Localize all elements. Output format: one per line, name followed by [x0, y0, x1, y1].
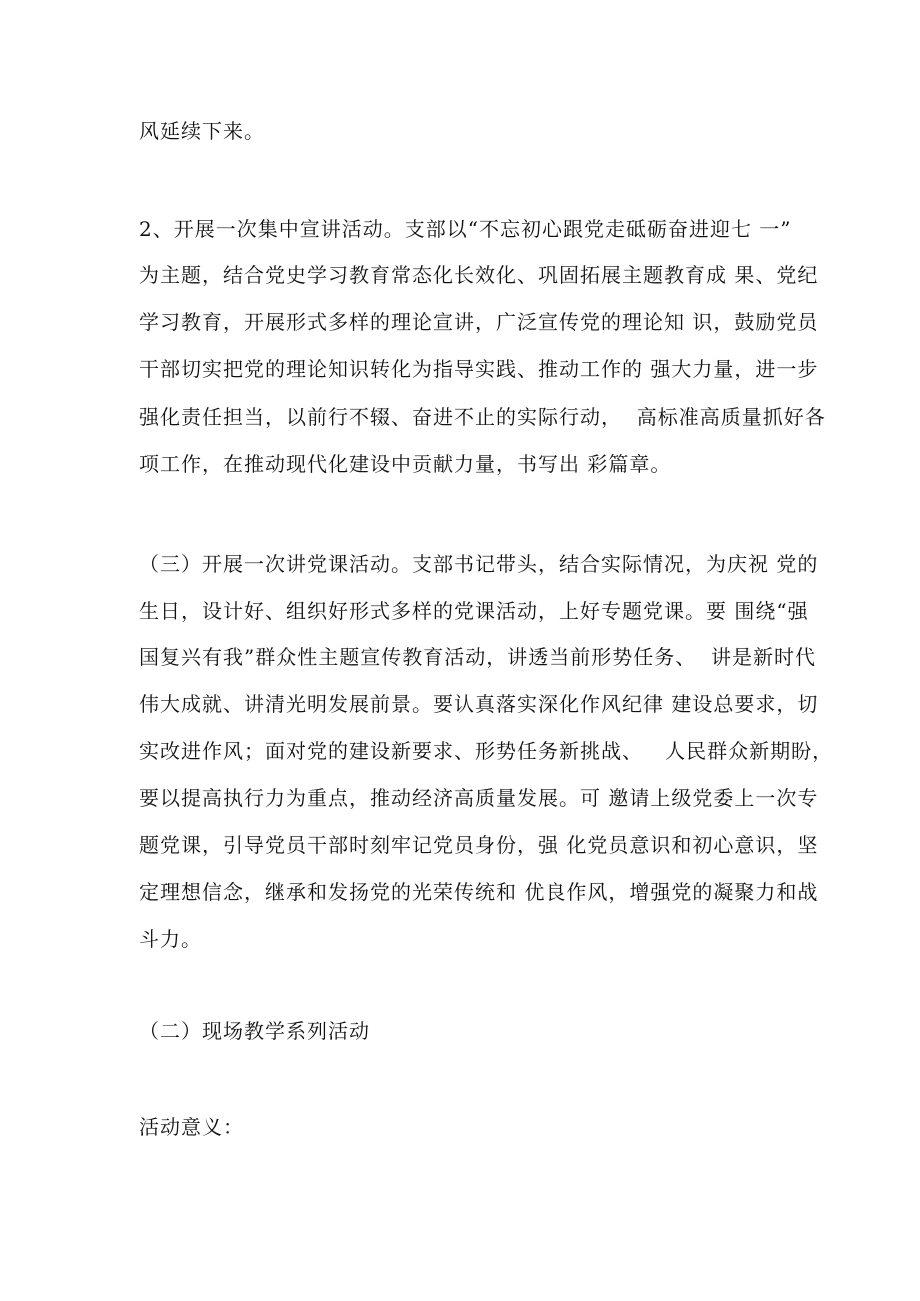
text-line: 学习教育，开展形式多样的理论宣讲，广泛宣传党的理论知 识，鼓励党员	[139, 310, 819, 334]
text-line: 要以提高执行力为重点，推动经济高质量发展。可 邀请上级党委上一次专	[139, 786, 819, 810]
text-line: 生日，设计好、组织好形式多样的党课活动，上好专题党课。要 围绕“强	[139, 599, 809, 623]
text-line: 国复兴有我”群众性主题宣传教育活动，讲透当前形势任务、 讲是新时代	[139, 645, 816, 669]
text-line: 斗力。	[139, 927, 202, 951]
text-line: 干部切实把党的理论知识转化为指导实践、推动工作的 强大力量，进一步	[139, 357, 819, 381]
text-line: 项工作，在推动现代化建设中贡献力量，书写出 彩篇章。	[139, 452, 672, 476]
text-line: 风延续下来。	[139, 119, 265, 143]
text-line: 为主题，结合党史学习教育常态化长效化、巩固拓展主题教育成 果、党纪	[139, 263, 819, 287]
heading-line: （二）现场教学系列活动	[139, 1019, 370, 1043]
text-line: 2、开展一次集中宣讲活动。支部以“不忘初心跟党走砥砺奋进迎七 一”	[139, 217, 792, 241]
text-line: （三）开展一次讲党课活动。支部书记带头，结合实际情况，为庆祝 党的	[139, 552, 819, 576]
text-line: 实改进作风；面对党的建设新要求、形势任务新挑战、 人民群众新期盼，	[139, 739, 834, 763]
text-line: 伟大成就、讲清光明发展前景。要认真落实深化作风纪律 建设总要求，切	[139, 692, 819, 716]
text-line: 定理想信念，继承和发扬党的光荣传统和 优良作风，增强党的凝聚力和战	[139, 880, 819, 904]
text-line: 活动意义：	[139, 1115, 244, 1139]
text-line: 题党课，引导党员干部时刻牢记党员身份，强 化党员意识和初心意识，坚	[139, 833, 819, 857]
text-line: 强化责任担当，以前行不辍、奋进不止的实际行动， 高标准高质量抓好各	[139, 405, 826, 429]
